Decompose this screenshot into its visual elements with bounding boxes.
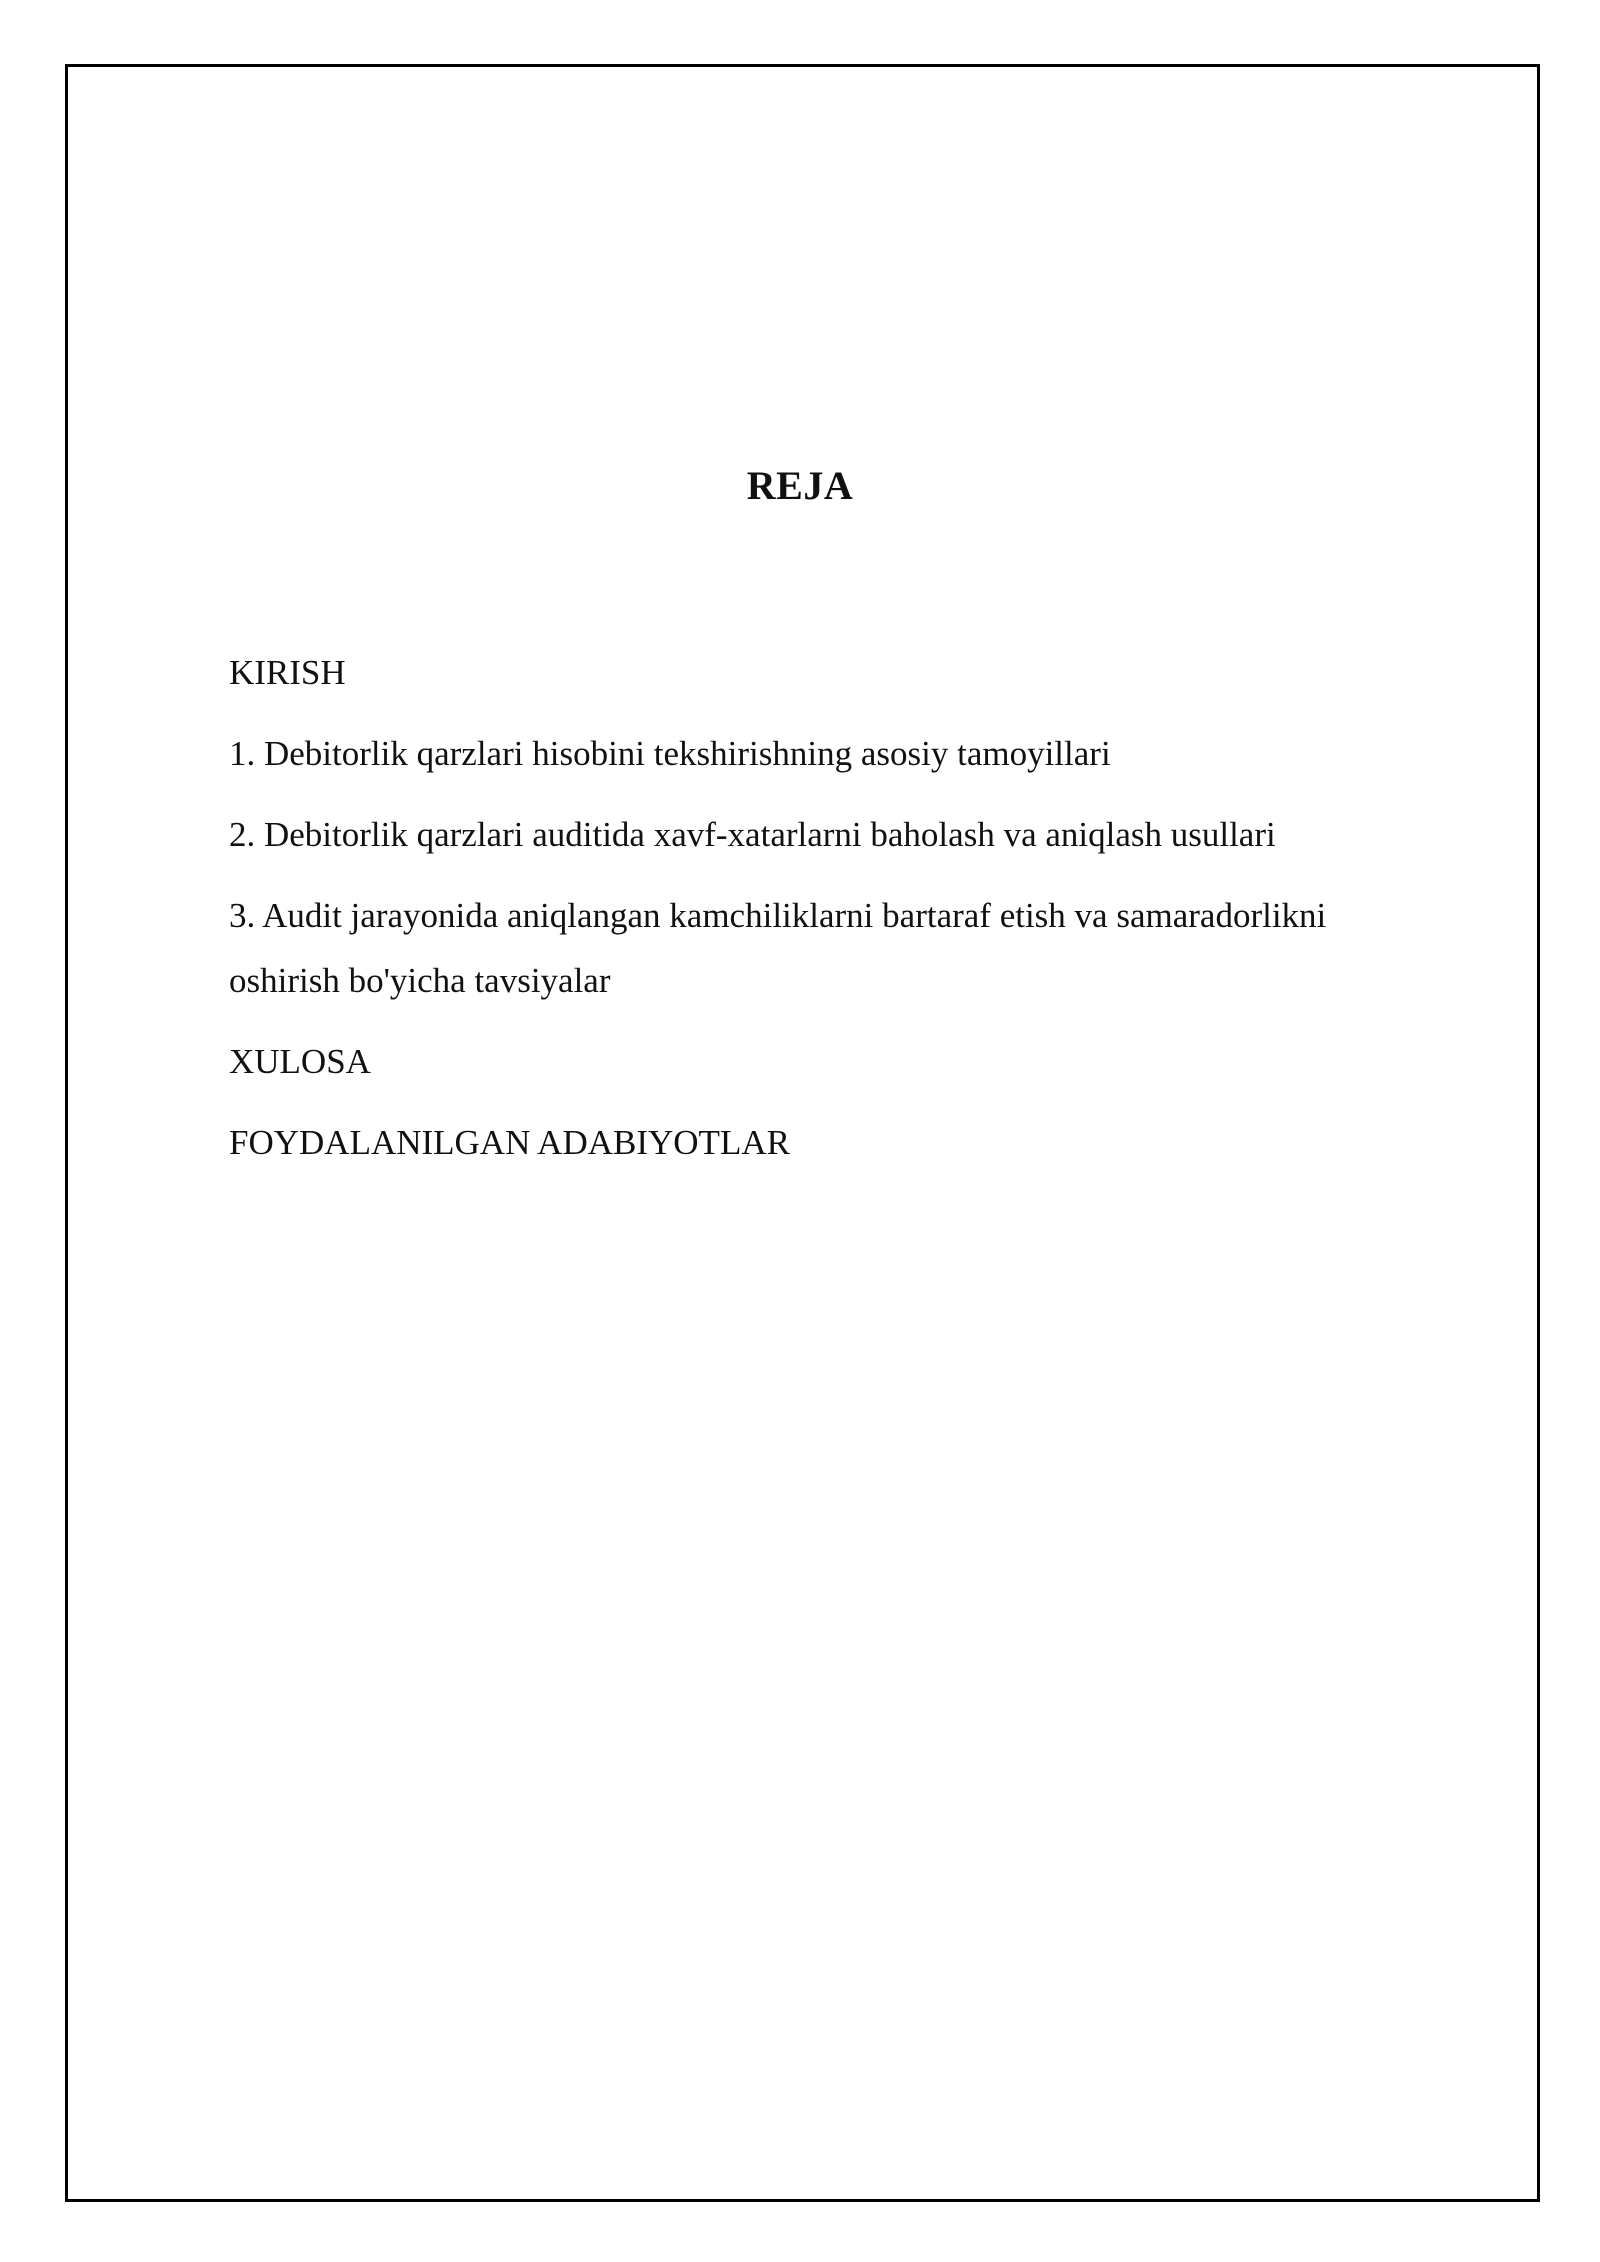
table-of-contents (229, 640, 1429, 1191)
toc-item-conclusion: XULOSA (229, 1042, 371, 1081)
toc-item-section-3: 3. Audit jarayonida aniqlangan kamchiliklarni bartaraf etish va samaradorlikni oshirish bo'yicha tavsiyalar (229, 896, 1327, 1000)
toc-item-references: FOYDALANILGAN ADABIYOTLAR (229, 1123, 790, 1162)
page-title: REJA (746, 463, 854, 508)
toc-item-section-2: 2. Debitorlik qarzlari auditida xavf-xatarlarni baholash va aniqlash usullari (229, 815, 1276, 854)
toc-item-section-1: 1. Debitorlik qarzlari hisobini tekshirishning asosiy tamoyillari (229, 734, 1111, 773)
toc-item-introduction: KIRISH (229, 653, 346, 692)
